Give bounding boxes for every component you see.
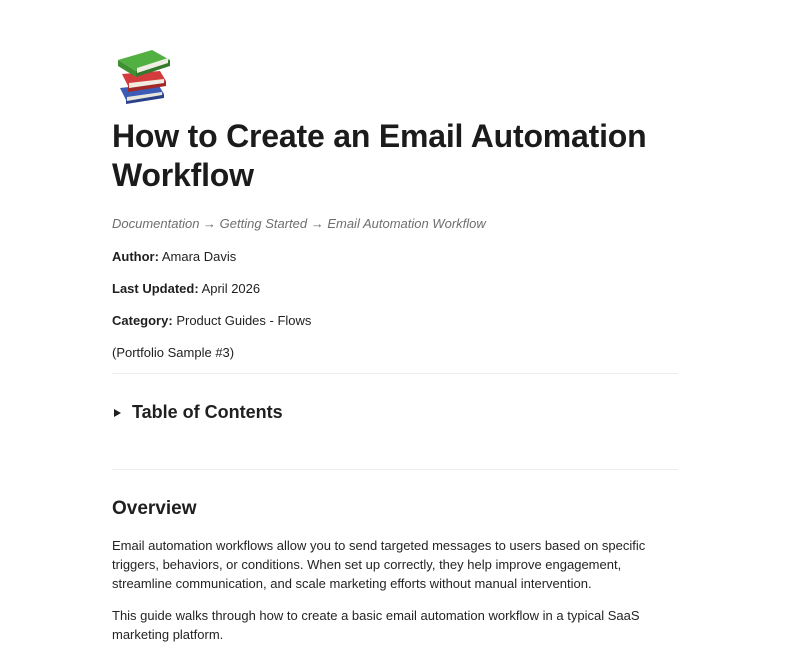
meta-category: [112, 313, 311, 328]
author-value: Amara Davis: [161, 249, 237, 264]
portfolio-sample-note: (Portfolio Sample #3): [112, 345, 235, 360]
author-label: Author:: [112, 249, 159, 264]
overview-heading: Overview: [112, 498, 197, 519]
meta-last-updated: [112, 281, 260, 296]
overview-paragraph: Email automation workflows allow you to send targeted messages to users based on specific triggers, behaviors, or conditions. When set up correctly, they help improve engagement, streamline communication, and scale marketing efforts without manual intervention.: [112, 538, 646, 591]
overview-paragraph: This guide walks through how to create a basic email automation workflow in a typical SaaS marketing platform.: [112, 608, 640, 642]
table-of-contents-toggle[interactable]: [114, 402, 283, 423]
triangle-right-icon[interactable]: [114, 409, 121, 417]
last-updated-label: Last Updated:: [112, 281, 199, 296]
toc-label[interactable]: Table of Contents: [132, 402, 283, 422]
category-label: Category:: [112, 313, 173, 328]
divider: [112, 373, 678, 374]
category-value: Product Guides - Flows: [176, 313, 312, 328]
divider: [112, 469, 678, 470]
meta-author: [112, 249, 236, 264]
page-title: How to Create an Email Automation Workflow: [112, 118, 647, 193]
books-icon[interactable]: [114, 44, 174, 106]
breadcrumb[interactable]: Documentation → Getting Started → Email Automation Workflow: [112, 216, 486, 231]
last-updated-value: April 2026: [201, 281, 261, 296]
